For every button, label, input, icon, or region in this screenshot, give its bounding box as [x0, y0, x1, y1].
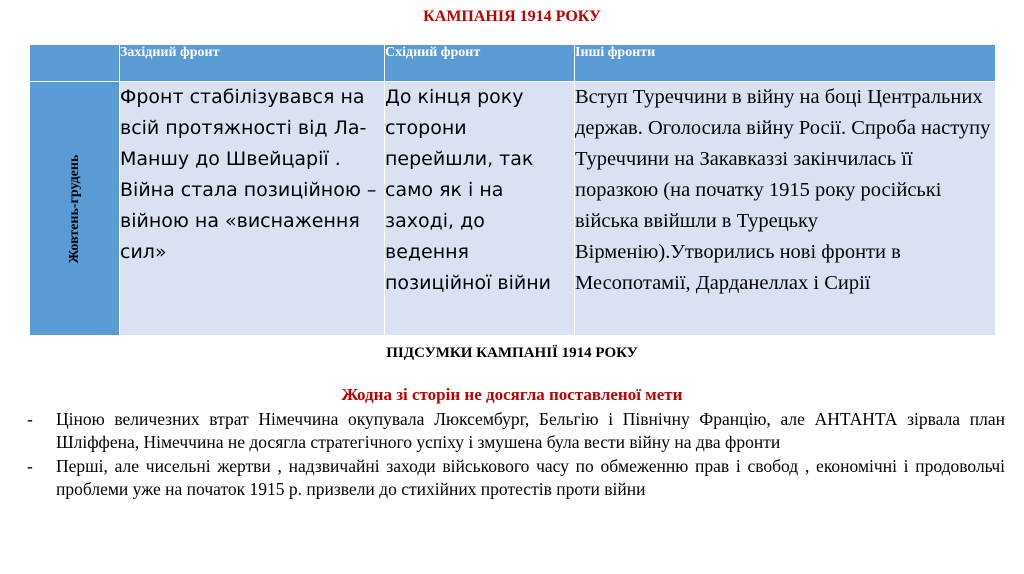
cell-eastern-front: До кінця року сторони перейшли, так само як і на заході, до ведення позиційної війни [385, 82, 575, 336]
page-title: КАМПАНІЯ 1914 РОКУ [423, 8, 601, 25]
bullet-dash: - [27, 409, 33, 429]
header-other-fronts: Інші фронти [575, 45, 996, 82]
bullet-dash: - [27, 456, 33, 476]
list-item [27, 408, 1005, 454]
summary-points [27, 408, 1005, 502]
header-eastern-front: Східний фронт [385, 45, 575, 82]
cell-other-fronts: Вступ Туреччини в війну на боці Центральних держав. Оголосила війну Росії. Спроба наступу Туреччини на Закавказзі закінчилась її поразкою (на початку 1915 року російські війська ввійшли в Турецьку Вірменію).Утворились нові фронти в Месопотамії, Дарданеллах і Сирії [575, 82, 996, 336]
campaign-table [29, 44, 996, 336]
summary-goal: Жодна зі сторін не досягла поставленої мети [341, 385, 683, 404]
cell-western-front: Фронт стабілізувався на всій протяжності від Ла-Маншу до Швейцарії . Війна стала позиційною – війною на «виснаження сил» [120, 82, 385, 336]
summary-point-text: Перші, але чисельні жертви , надзвичайні заходи військового часу по обмеженню прав і свобод , економічні і продовольчі проблеми уже на початок 1915 р. призвели до стихійних протестів проти війни [56, 456, 1005, 499]
table-header-row [30, 45, 996, 82]
summary-point-text: Ціною величезних втрат Німеччина окупувала Люксембург, Бельгію і Північну Францію, але АНТАНТА зірвала план Шліффена, Німеччина не досягла стратегічного успіху і змушена була вести війну на два фронти [56, 409, 1005, 452]
list-item [27, 455, 1005, 501]
table-row [30, 82, 996, 336]
header-blank-cell [30, 45, 120, 82]
header-western-front: Західний фронт [120, 45, 385, 82]
row-label-cell [30, 82, 120, 336]
row-label: Жовтень-грудень [66, 154, 82, 263]
summary-title: ПІДСУМКИ КАМПАНІЇ 1914 РОКУ [386, 345, 638, 361]
